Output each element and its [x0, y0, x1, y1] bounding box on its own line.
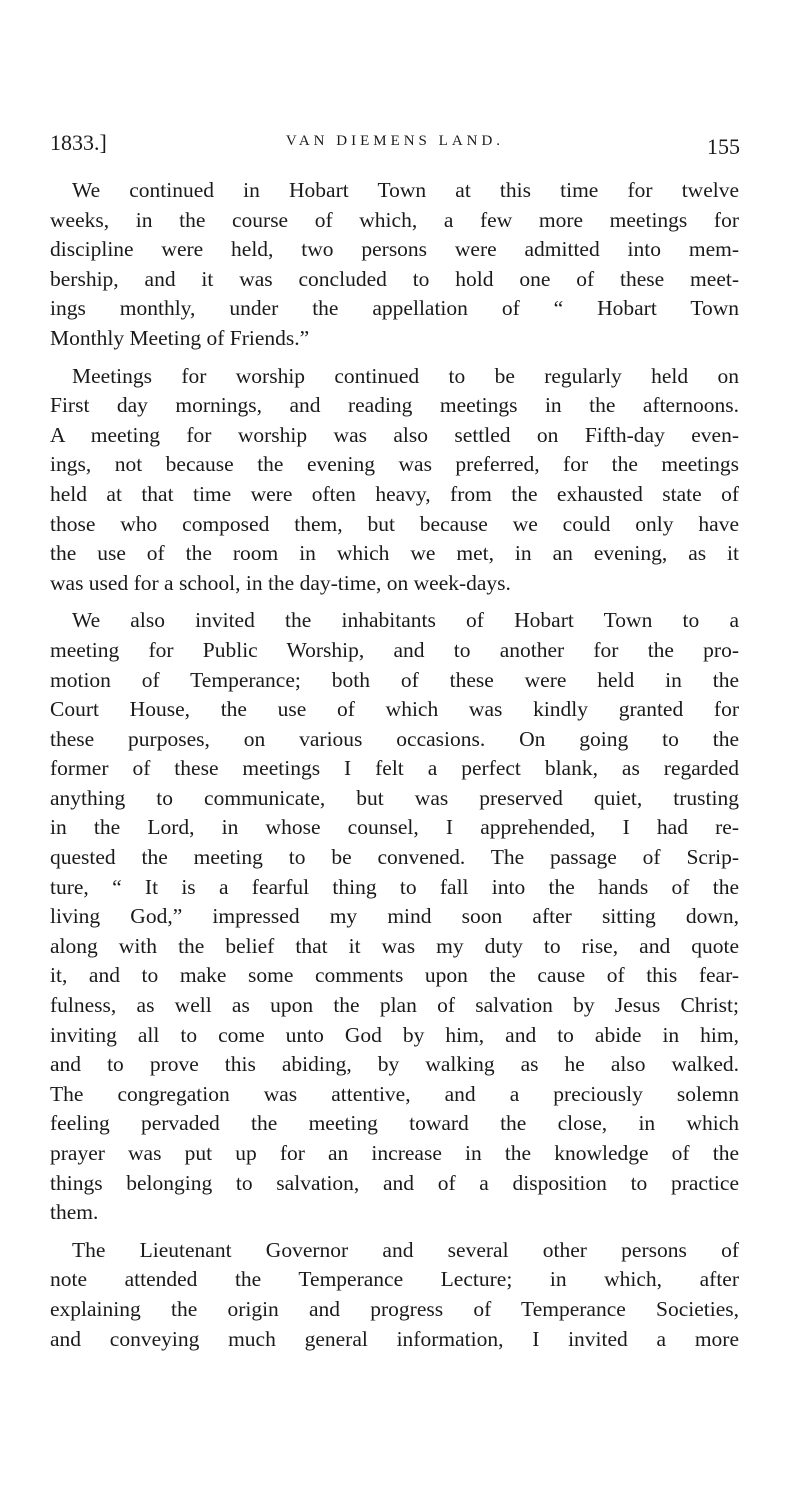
body-text [50, 176, 739, 1362]
page-number: 155 [707, 134, 740, 159]
text-line: feeling pervaded the meeting toward the close, in which [50, 1111, 739, 1136]
text-line: weeks, in the course of which, a few more meetings for [50, 207, 739, 232]
text-line: inviting all to come unto God by him, and to abide in him, [50, 1022, 739, 1047]
text-line: living God,” impressed my mind soon after sitting down, [50, 904, 739, 929]
text-line: held at that time were often heavy, from the exhausted state of [50, 481, 739, 506]
text-line: ings monthly, under the appellation of “ Hobart Town [50, 296, 739, 321]
text-line: in the Lord, in whose counsel, I apprehended, I had re- [50, 815, 739, 840]
running-head-title: VAN DIEMENS LAND. [285, 133, 505, 149]
text-line: We continued in Hobart Town at this time for twelve [72, 178, 739, 202]
text-line: bership, and it was concluded to hold one of these meet- [50, 266, 739, 291]
text-line: quested the meeting to be convened. The passage of Scrip- [50, 845, 739, 870]
text-line: along with the belief that it was my duty to rise, and quote [50, 933, 739, 958]
text-line: them. [50, 1200, 99, 1225]
text-line: ture, “ It is a fearful thing to fall into the hands of the [50, 874, 739, 899]
text-line: The Lieutenant Governor and several other persons of [72, 1237, 739, 1262]
text-line: First day mornings, and reading meetings in the afternoons. [50, 393, 739, 418]
text-line: meeting for Public Worship, and to another for the pro- [50, 637, 739, 662]
text-line: We also invited the inhabitants of Hobart Town to a [72, 608, 739, 633]
text-line: motion of Temperance; both of these were held in the [50, 667, 739, 692]
text-line: Monthly Meeting of Friends.” [50, 325, 310, 350]
paragraph-4 [50, 1236, 739, 1354]
text-line: these purposes, on various occasions. On going to the [50, 726, 739, 751]
running-head [50, 130, 740, 160]
text-line: ings, not because the evening was preferred, for the meetings [50, 452, 739, 477]
paragraph-2 [50, 362, 739, 599]
paragraph-1 [50, 176, 739, 354]
text-line: things belonging to salvation, and of a disposition to practice [50, 1170, 739, 1195]
text-line: former of these meetings I felt a perfect blank, as regarded [50, 756, 739, 781]
text-line: explaining the origin and progress of Temperance Societies, [50, 1296, 739, 1321]
text-line: fulness, as well as upon the plan of salvation by Jesus Christ; [50, 993, 739, 1018]
text-line: Court House, the use of which was kindly granted for [50, 697, 739, 722]
running-head-year: 1833.] [50, 130, 107, 155]
text-line: anything to communicate, but was preserved quiet, trusting [50, 785, 739, 810]
text-line: note attended the Temperance Lecture; in which, after [50, 1267, 739, 1292]
text-line: Meetings for worship continued to be regularly held on [72, 363, 739, 388]
text-line: A meeting for worship was also settled on Fifth-day even- [50, 422, 739, 447]
text-line: the use of the room in which we met, in an evening, as it [50, 541, 739, 566]
text-line: those who composed them, but because we could only have [50, 511, 739, 536]
text-line: The congregation was attentive, and a preciously solemn [50, 1081, 739, 1106]
text-line: it, and to make some comments upon the cause of this fear- [50, 963, 739, 988]
text-line: discipline were held, two persons were admitted into mem- [50, 237, 739, 262]
text-line: prayer was put up for an increase in the knowledge of the [50, 1141, 739, 1165]
text-line: and conveying much general information, I invited a more [50, 1326, 739, 1351]
text-line: was used for a school, in the day-time, on week-days. [50, 570, 511, 595]
paragraph-3 [50, 606, 739, 1227]
text-line: and to prove this abiding, by walking as he also walked. [50, 1052, 739, 1077]
